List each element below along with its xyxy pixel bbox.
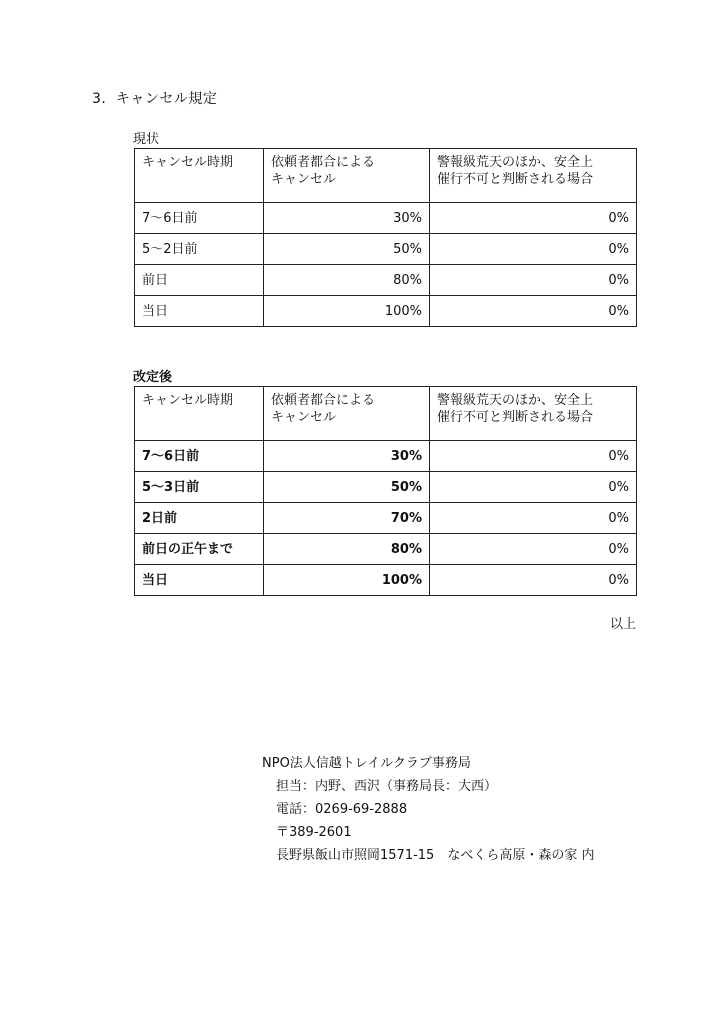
table-row: [135, 565, 637, 596]
closing-mark: 以上: [609, 617, 636, 632]
cell-client-rate: 50%: [264, 234, 430, 265]
cell-weather-rate: 0%: [430, 441, 637, 472]
cell-weather-rate: 0%: [430, 503, 637, 534]
cell-weather-rate: 0%: [430, 472, 637, 503]
current-cancellation-table: [134, 148, 637, 327]
revised-table-caption: 改定後: [133, 370, 173, 385]
cell-weather-rate: 0%: [430, 565, 637, 596]
table-row: [135, 503, 637, 534]
cell-period: 当日: [135, 296, 264, 327]
cell-weather-rate: 0%: [430, 265, 637, 296]
cell-weather-rate: 0%: [430, 296, 637, 327]
table-row: [135, 441, 637, 472]
header-client: 依頼者都合による キャンセル: [264, 149, 430, 203]
cell-client-rate: 100%: [264, 296, 430, 327]
contact-staff: 担当：内野、西沢（事務局長：大西）: [276, 779, 498, 794]
header-client: 依頼者都合による キャンセル: [264, 387, 430, 441]
cell-period: 2日前: [135, 503, 264, 534]
cell-period: 前日: [135, 265, 264, 296]
current-table-caption: 現状: [133, 132, 160, 147]
contact-postal-code: 〒389-2601: [276, 825, 352, 840]
cell-client-rate: 80%: [264, 265, 430, 296]
cell-period: 5〜2日前: [135, 234, 264, 265]
contact-organization: NPO法人信越トレイルクラブ事務局: [262, 756, 471, 771]
table-header-row: [135, 387, 637, 441]
cell-client-rate: 100%: [264, 565, 430, 596]
cell-client-rate: 50%: [264, 472, 430, 503]
cell-client-rate: 30%: [264, 441, 430, 472]
header-period: キャンセル時期: [135, 387, 264, 441]
revised-cancellation-table: [134, 386, 637, 596]
table-row: [135, 296, 637, 327]
cell-period: 7〜6日前: [135, 203, 264, 234]
cell-weather-rate: 0%: [430, 234, 637, 265]
section-title: 3．キャンセル規定: [92, 91, 218, 107]
cell-client-rate: 80%: [264, 534, 430, 565]
table-row: [135, 234, 637, 265]
contact-phone: 電話：0269-69-2888: [276, 802, 408, 817]
cell-client-rate: 30%: [264, 203, 430, 234]
table-row: [135, 472, 637, 503]
cell-client-rate: 70%: [264, 503, 430, 534]
header-weather: 警報級荒天のほか、安全上 催行不可と判断される場合: [430, 387, 637, 441]
cell-weather-rate: 0%: [430, 203, 637, 234]
cell-period: 当日: [135, 565, 264, 596]
cell-period: 5〜3日前: [135, 472, 264, 503]
table-row: [135, 534, 637, 565]
table-header-row: [135, 149, 637, 203]
header-period: キャンセル時期: [135, 149, 264, 203]
cell-period: 7〜6日前: [135, 441, 264, 472]
contact-block: [262, 752, 594, 867]
cell-period: 前日の正午まで: [135, 534, 264, 565]
header-weather: 警報級荒天のほか、安全上 催行不可と判断される場合: [430, 149, 637, 203]
contact-address: 長野県飯山市照岡1571-15 なべくら高原・森の家 内: [276, 848, 595, 863]
table-row: [135, 265, 637, 296]
table-row: [135, 203, 637, 234]
cell-weather-rate: 0%: [430, 534, 637, 565]
